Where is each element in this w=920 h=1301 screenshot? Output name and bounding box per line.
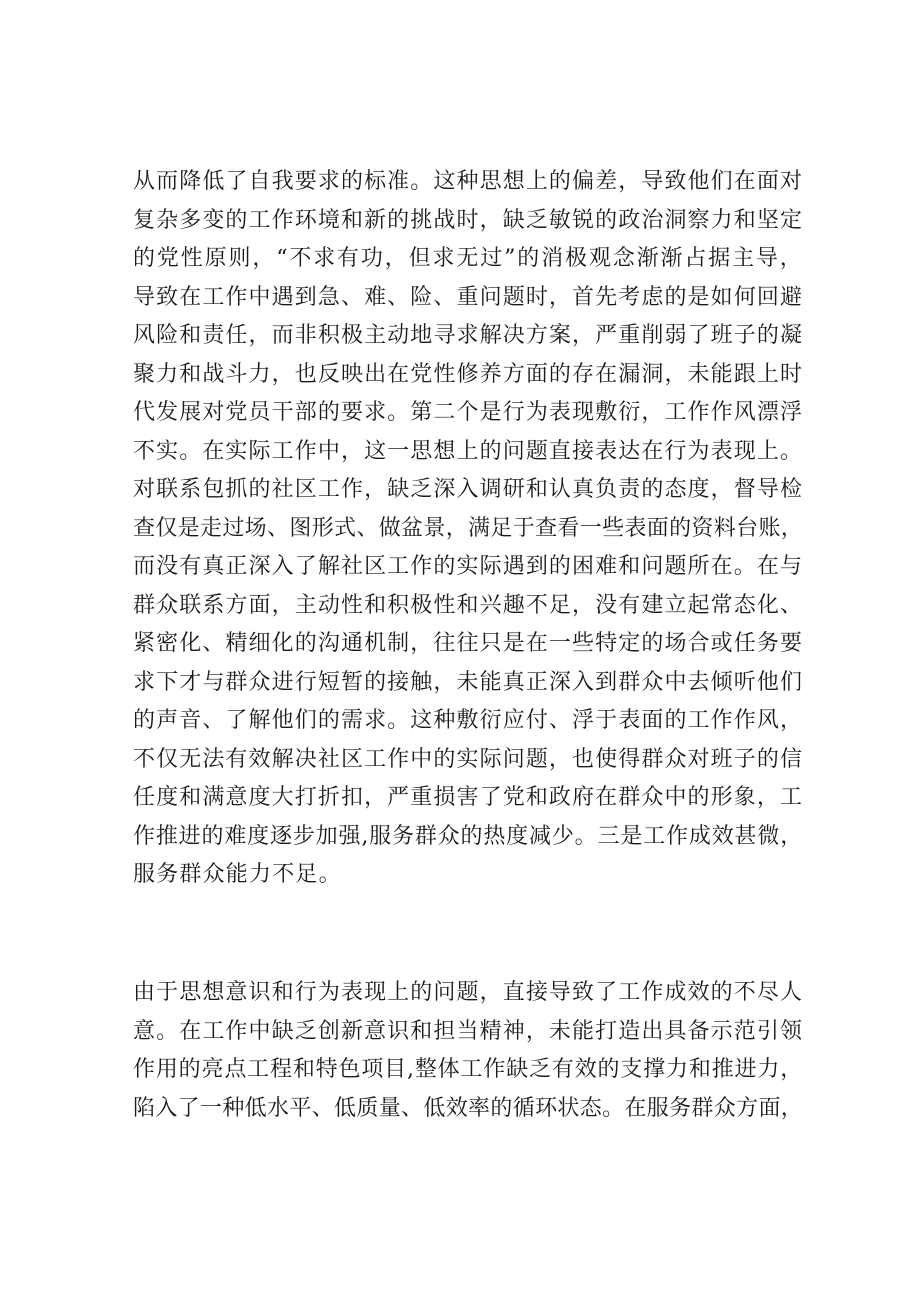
text-line: 复杂多变的工作环境和新的挑战时，缺乏敏锐的政治洞察力和坚定 — [133, 207, 803, 233]
text-line: 陷入了一种低水平、低质量、低效率的循环状态。在服务群众方面， — [133, 1095, 803, 1121]
text-line: 由于思想意识和行为表现上的问题，直接导致了工作成效的不尽人 — [133, 980, 803, 1005]
text-line: 聚力和战斗力，也反映出在党性修养方面的存在漏洞，未能跟上时 — [133, 361, 803, 387]
text-line: 作推进的难度逐步加强,服务群众的热度减少。三是工作成效甚微， — [133, 823, 803, 849]
text-line: 紧密化、精细化的沟通机制，往往只是在一些特定的场合或任务要 — [133, 631, 803, 656]
text-line: 从而降低了自我要求的标准。这种思想上的偏差，导致他们在面对 — [133, 169, 803, 194]
text-line: 风险和责任，而非积极主动地寻求解决方案，严重削弱了班子的凝 — [133, 323, 803, 348]
text-line: 对联系包抓的社区工作，缺乏深入调研和认真负责的态度，督导检 — [133, 477, 803, 502]
text-line: 而没有真正深入了解社区工作的实际遇到的困难和问题所在。在与 — [133, 554, 803, 579]
text-line: 群众联系方面，主动性和积极性和兴趣不足，没有建立起常态化、 — [133, 592, 803, 618]
text-line: 导致在工作中遇到急、难、险、重问题时，首先考虑的是如何回避 — [133, 284, 803, 310]
text-line: 的党性原则，“不求有功，但求无过”的消极观念渐渐占据主导， — [133, 246, 803, 271]
text-line: 的声音、了解他们的需求。这种敷衍应付、浮于表面的工作作风， — [133, 708, 803, 733]
text-line: 任度和满意度大打折扣，严重损害了党和政府在群众中的形象，工 — [133, 785, 803, 810]
text-line: 查仅是走过场、图形式、做盆景，满足于查看一些表面的资料台账， — [133, 515, 803, 541]
paragraph-1 — [133, 163, 803, 895]
text-line: 作用的亮点工程和特色项目,整体工作缺乏有效的支撑力和推进力， — [133, 1057, 803, 1082]
text-line: 不实。在实际工作中，这一思想上的问题直接表达在行为表现上。 — [133, 438, 803, 464]
paragraph-2 — [133, 974, 803, 1128]
text-line: 意。在工作中缺乏创新意识和担当精神，未能打造出具备示范引领 — [133, 1018, 803, 1044]
text-line: 代发展对党员干部的要求。第二个是行为表现敷衍，工作作风漂浮 — [133, 400, 803, 425]
text-line: 不仅无法有效解决社区工作中的实际问题，也使得群众对班子的信 — [133, 746, 803, 772]
text-line: 服务群众能力不足。 — [133, 862, 342, 887]
text-line: 求下才与群众进行短暂的接触，未能真正深入到群众中去倾听他们 — [133, 669, 803, 695]
